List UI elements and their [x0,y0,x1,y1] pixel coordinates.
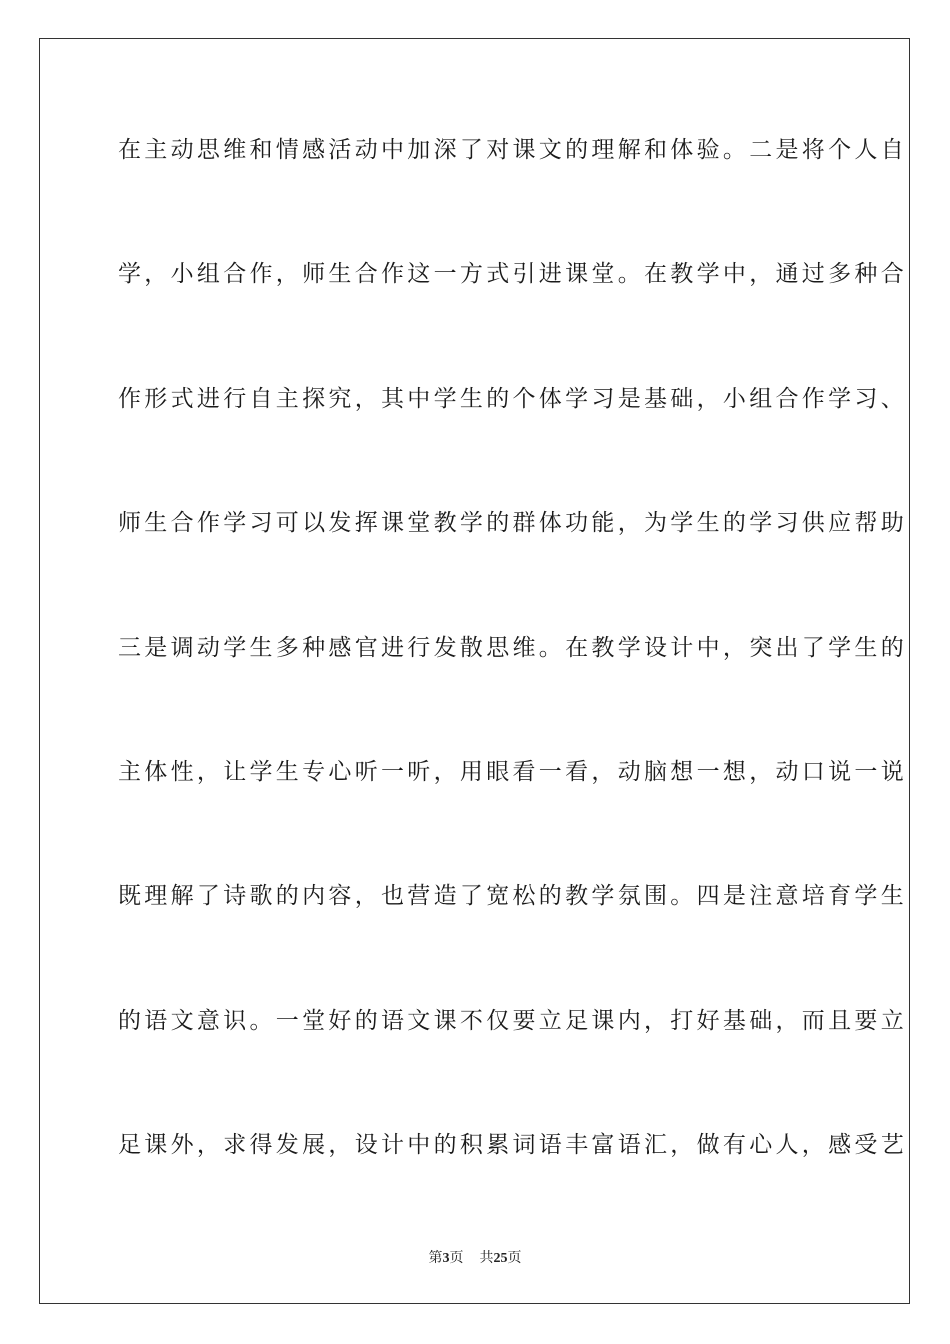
total-suffix: 页 [507,1251,522,1266]
text-line: 师生合作学习可以发挥课堂教学的群体功能，为学生的学习供应帮助 [118,510,907,537]
page-suffix: 页 [449,1251,464,1266]
text-line: 作形式进行自主探究，其中学生的个体学习是基础，小组合作学习、 [118,385,907,412]
page-prefix: 第 [428,1251,443,1266]
page-footer [0,1247,950,1267]
body-text [118,130,907,1250]
text-line: 的语文意识。一堂好的语文课不仅要立足课内，打好基础，而且要立 [118,1007,907,1034]
text-line: 既理解了诗歌的内容，也营造了宽松的教学氛围。四是注意培育学生 [118,883,907,910]
total-pages: 25 [493,1251,508,1266]
text-line: 三是调动学生多种感官进行发散思维。在教学设计中，突出了学生的 [118,634,907,661]
text-line: 足课外，求得发展，设计中的积累词语丰富语汇，做有心人，感受艺 [118,1132,907,1159]
text-line: 在主动思维和情感活动中加深了对课文的理解和体验。二是将个人自 [118,137,907,163]
text-line: 学，小组合作，师生合作这一方式引进课堂。在教学中，通过多种合 [118,261,907,288]
total-prefix: 共 [479,1251,494,1266]
page-number: 3 [442,1251,450,1266]
text-line: 主体性，让学生专心听一听，用眼看一看，动脑想一想，动口说一说 [118,758,907,785]
